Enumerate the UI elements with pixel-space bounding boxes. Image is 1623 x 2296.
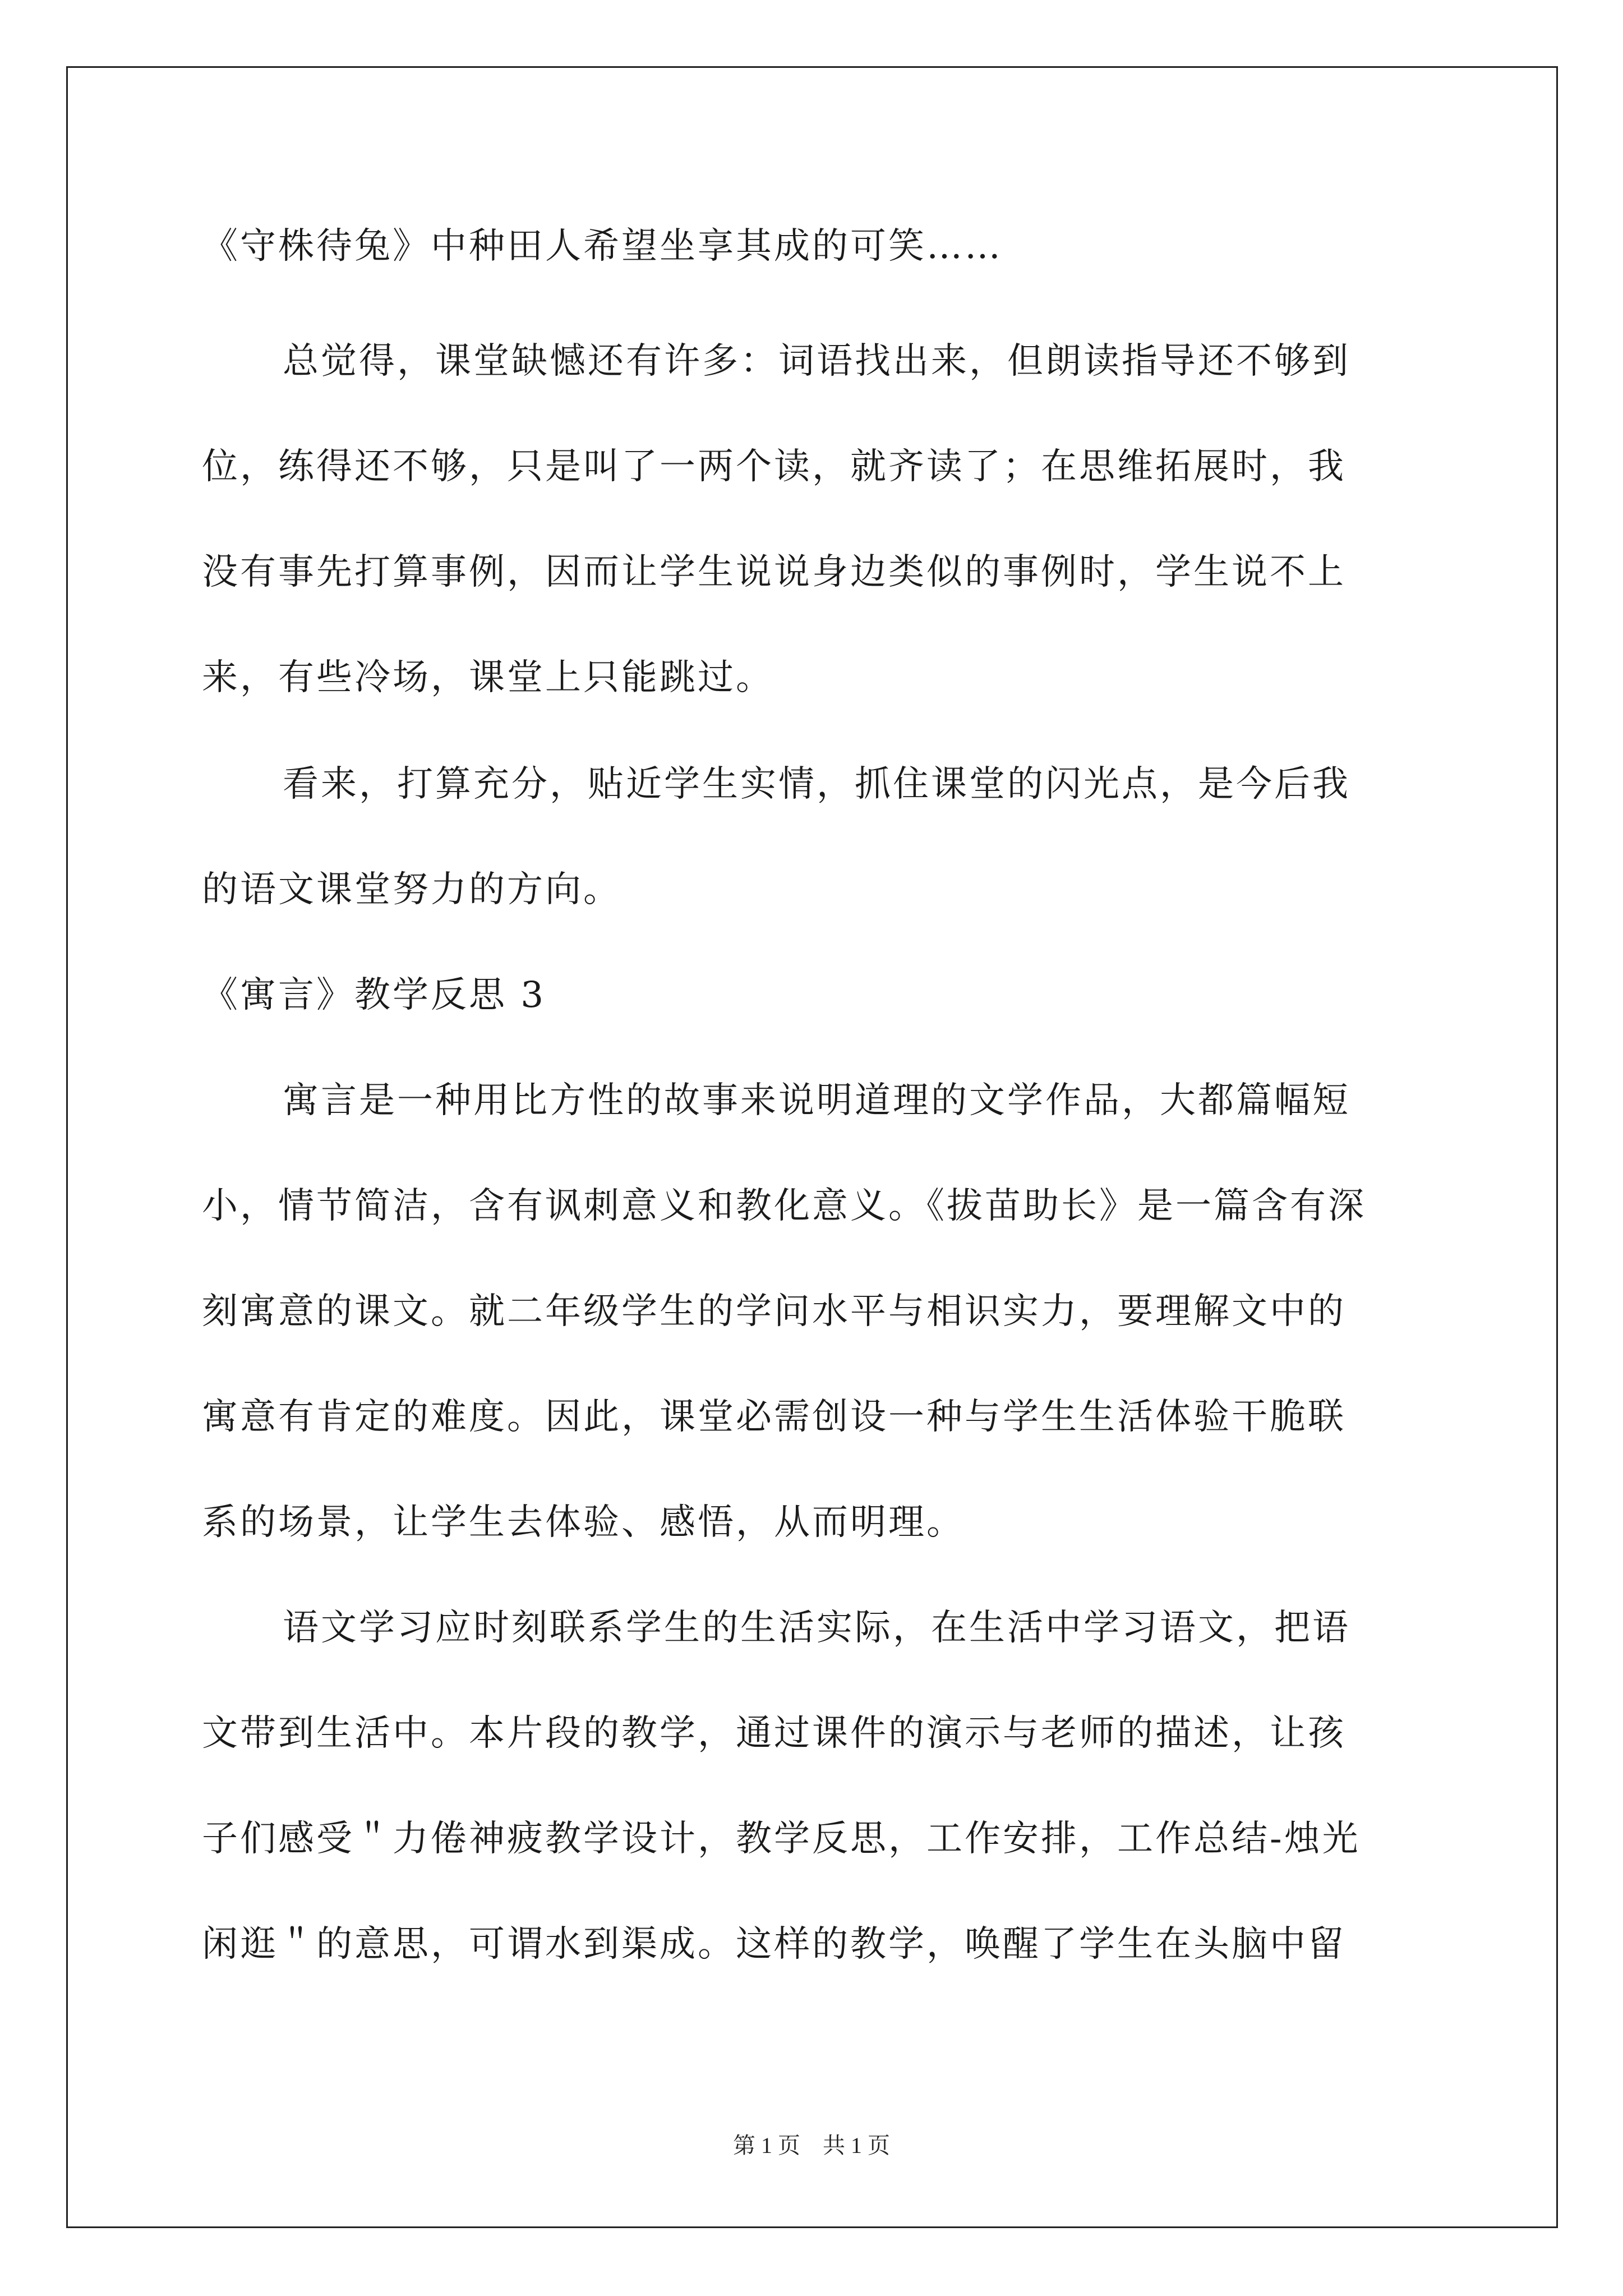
section-heading: 《寓言》教学反思 3 [202,974,546,1016]
paragraph-start-line: 语文学习应时刻联系学生的生活实际，在生活中学习语文，把语 [283,1607,1350,1649]
text-line: 来，有些冷场，课堂上只能跳过。 [202,657,774,698]
page-border [66,66,1558,2228]
text-line: 寓意有肯定的难度。因此，课堂必需创设一种与学生生活体验干脆联 [202,1396,1346,1438]
text-line: 位，练得还不够，只是叫了一两个读，就齐读了；在思维拓展时，我 [202,446,1346,487]
paragraph-start-line: 寓言是一种用比方性的故事来说明道理的文学作品，大都篇幅短 [283,1080,1350,1121]
text-line: 小，情节简洁，含有讽刺意义和教化意义。《拔苗助长》是一篇含有深 [202,1185,1366,1227]
text-line: 文带到生活中。本片段的教学，通过课件的演示与老师的描述，让孩 [202,1713,1346,1754]
page-number-footer: 第 1 页 共 1 页 [733,2133,890,2158]
text-line: 的语文课堂努力的方向。 [202,869,621,910]
text-line: 闲逛＂的意思，可谓水到渠成。这样的教学，唤醒了学生在头脑中留 [202,1924,1346,1965]
text-line: 子们感受＂力倦神疲教学设计，教学反思，工作安排，工作总结-烛光 [202,1818,1361,1860]
text-line: 刻寓意的课文。就二年级学生的学问水平与相识实力，要理解文中的 [202,1291,1346,1332]
text-line: 《守株待兔》中种田人希望坐享其成的可笑…… [202,226,1003,267]
paragraph-start-line: 看来，打算充分，贴近学生实情，抓住课堂的闪光点，是今后我 [283,763,1350,805]
paragraph-start-line: 总觉得，课堂缺憾还有许多：词语找出来，但朗读指导还不够到 [283,341,1350,382]
text-line: 系的场景，让学生去体验、感悟，从而明理。 [202,1502,965,1543]
text-line: 没有事先打算事例，因而让学生说说身边类似的事例时，学生说不上 [202,551,1346,593]
